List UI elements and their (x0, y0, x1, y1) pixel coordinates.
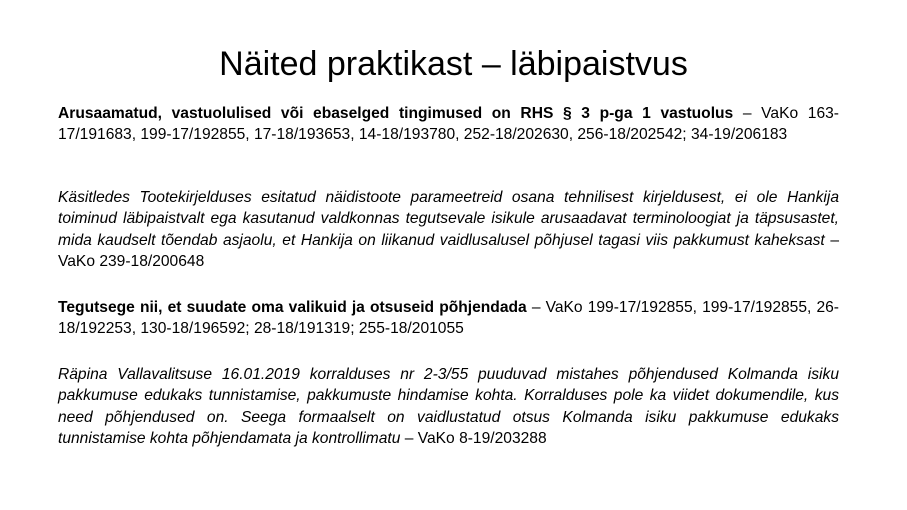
paragraph-rapina-decision (58, 364, 839, 449)
paragraph-lead: Käsitledes Tootekirjelduses esitatud näidistoote parameetreid osana tehnilisest kirjeldusest, ei ole Hankija toiminud läbipaistvalt ega kasutanud valdkonnas tegutsevale isikule arusaadavat terminoloogiat ja täpsusastet, mida kaudselt tõendab asjaolu, et Hankija on liikanud vaidlusalusel põhjusel tagasi viis pakkumust kaheksast (58, 189, 839, 249)
paragraph-lead: Arusaamatud, vastuolulised või ebaselged tingimused on RHS § 3 p-ga 1 vastuolus (58, 105, 734, 122)
paragraph-references: – VaKo 8-19/203288 (400, 429, 547, 447)
slide-title: Näited praktikast – läbipaistvus (219, 45, 688, 83)
paragraph-references: – VaKo 239-18/200648 (58, 231, 839, 270)
paragraph-justify-decisions (58, 297, 839, 340)
paragraph-references: – VaKo 163-17/191683, 199-17/192855, 17-18/193653, 14-18/193780, 252-18/202630, 256-18/202542; 34-19/206183 (58, 105, 839, 144)
paragraph-lead: Räpina Vallavalitsuse 16.01.2019 korralduses nr 2-3/55 puuduvad mistahes põhjendused Kolmanda isiku pakkumuse edukaks tunnistamise, pakkumuste hindamise kohta. Korralduses pole ka viidet dokumendile, kus need põhjendused on. Seega formaalselt on vaidlustatud otsus Kolmanda isiku pakkumuse edukaks tunnistamise kohta põhjendamata ja kontrollimatu (58, 366, 839, 447)
paragraph-lead: Tegutsege nii, et suudate oma valikuid ja otsuseid põhjendada (58, 299, 527, 316)
paragraph-sample-product (58, 187, 839, 272)
paragraph-references: – VaKo 199-17/192855, 199-17/192855, 26-18/192253, 130-18/196592; 28-18/191319; 255-18/201055 (58, 299, 839, 338)
paragraph-unclear-conditions (58, 103, 839, 146)
